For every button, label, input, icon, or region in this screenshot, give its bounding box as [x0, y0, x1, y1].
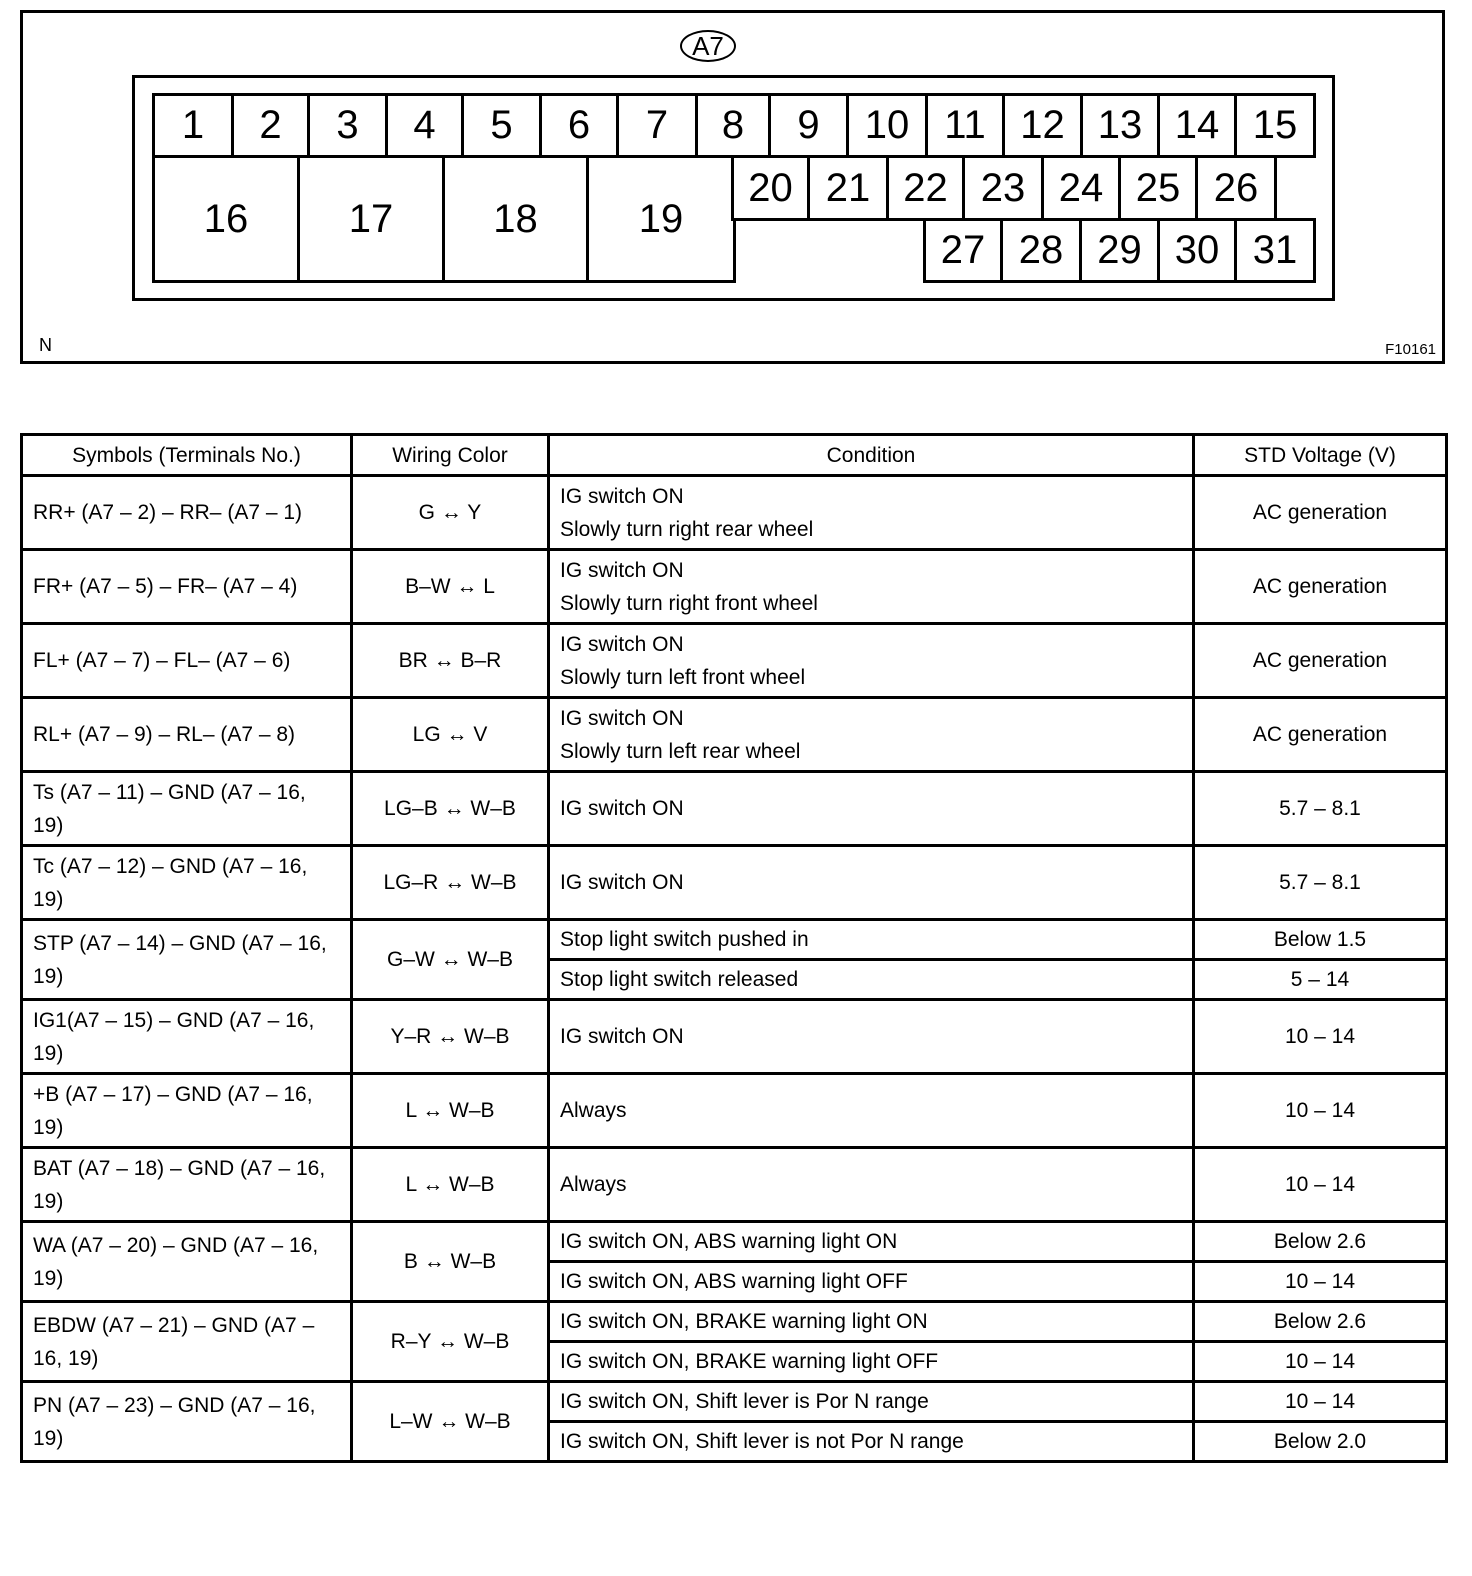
- pin-7: 7: [616, 93, 698, 158]
- pin-18: 18: [442, 155, 589, 283]
- table-row: [22, 1148, 1447, 1222]
- table-body: [22, 476, 1447, 1462]
- symbol-cell: +B (A7 – 17) – GND (A7 – 16, 19): [22, 1074, 352, 1148]
- pin-12: 12: [1002, 93, 1083, 158]
- wiring-color-cell: LG ↔ V: [352, 698, 549, 772]
- condition-line: IG switch ON: [560, 871, 684, 894]
- wiring-color-cell: Y–R ↔ W–B: [352, 1000, 549, 1074]
- pin-28: 28: [1000, 218, 1082, 283]
- symbol-cell: PN (A7 – 23) – GND (A7 – 16, 19): [22, 1382, 352, 1462]
- symbol-cell: IG1(A7 – 15) – GND (A7 – 16, 19): [22, 1000, 352, 1074]
- std-voltage-cell: 10 – 14: [1194, 1262, 1447, 1302]
- pin-29: 29: [1079, 218, 1160, 283]
- symbol-cell: EBDW (A7 – 21) – GND (A7 – 16, 19): [22, 1302, 352, 1382]
- connector-label: A7: [680, 30, 736, 62]
- pin-5: 5: [461, 93, 542, 158]
- condition-line: IG switch ON: [560, 706, 684, 730]
- condition-line: IG switch ON: [560, 484, 684, 508]
- condition-line: Slowly turn right rear wheel: [560, 517, 814, 541]
- pin-17: 17: [297, 155, 445, 283]
- pin-24: 24: [1041, 155, 1121, 221]
- table-row: [22, 1074, 1447, 1148]
- condition-line: Slowly turn left front wheel: [560, 665, 806, 689]
- std-voltage-cell: 10 – 14: [1194, 1342, 1447, 1382]
- pin-6: 6: [539, 93, 619, 158]
- pin-1: 1: [152, 93, 234, 158]
- table-row: [22, 1382, 1447, 1422]
- pin-23: 23: [962, 155, 1044, 221]
- symbol-cell: FL+ (A7 – 7) – FL– (A7 – 6): [22, 624, 352, 698]
- table-row: [22, 1222, 1447, 1262]
- condition-cell: [549, 1000, 1194, 1074]
- pin-13: 13: [1080, 93, 1160, 158]
- symbol-cell: WA (A7 – 20) – GND (A7 – 16, 19): [22, 1222, 352, 1302]
- pin-4: 4: [385, 93, 464, 158]
- condition-cell: [549, 846, 1194, 920]
- condition-line: Always: [560, 1099, 627, 1122]
- table-row: [22, 476, 1447, 550]
- condition-line: IG switch ON: [560, 632, 684, 656]
- symbol-cell: BAT (A7 – 18) – GND (A7 – 16, 19): [22, 1148, 352, 1222]
- condition-cell: [549, 1148, 1194, 1222]
- symbol-cell: RL+ (A7 – 9) – RL– (A7 – 8): [22, 698, 352, 772]
- condition-cell: [549, 772, 1194, 846]
- table-header-row: [22, 435, 1447, 476]
- condition-cell: IG switch ON, ABS warning light ON: [549, 1222, 1194, 1262]
- table-row: [22, 698, 1447, 772]
- table-row: [22, 920, 1447, 960]
- pin-15: 15: [1234, 93, 1316, 158]
- condition-cell: Stop light switch released: [549, 960, 1194, 1000]
- std-voltage-cell: 5.7 – 8.1: [1194, 772, 1447, 846]
- pin-19: 19: [586, 155, 736, 283]
- pin-26: 26: [1195, 155, 1277, 221]
- header-std-voltage: STD Voltage (V): [1194, 435, 1447, 476]
- pin-10: 10: [846, 93, 928, 158]
- std-voltage-cell: Below 2.6: [1194, 1222, 1447, 1262]
- symbol-cell: Ts (A7 – 11) – GND (A7 – 16, 19): [22, 772, 352, 846]
- std-voltage-cell: 10 – 14: [1194, 1074, 1447, 1148]
- wiring-color-cell: B–W ↔ L: [352, 550, 549, 624]
- std-voltage-cell: AC generation: [1194, 698, 1447, 772]
- condition-cell: [549, 550, 1194, 624]
- condition-cell: IG switch ON, Shift lever is not Por N range: [549, 1422, 1194, 1462]
- wiring-color-cell: R–Y ↔ W–B: [352, 1302, 549, 1382]
- pin-8: 8: [695, 93, 771, 158]
- std-voltage-cell: 10 – 14: [1194, 1148, 1447, 1222]
- symbol-cell: STP (A7 – 14) – GND (A7 – 16, 19): [22, 920, 352, 1000]
- condition-cell: IG switch ON, ABS warning light OFF: [549, 1262, 1194, 1302]
- pin-11: 11: [925, 93, 1005, 158]
- std-voltage-cell: AC generation: [1194, 476, 1447, 550]
- wiring-color-cell: B ↔ W–B: [352, 1222, 549, 1302]
- condition-cell: IG switch ON, Shift lever is Por N range: [549, 1382, 1194, 1422]
- header-wiring-color: Wiring Color: [352, 435, 549, 476]
- std-voltage-cell: Below 1.5: [1194, 920, 1447, 960]
- condition-cell: [549, 698, 1194, 772]
- condition-cell: IG switch ON, BRAKE warning light ON: [549, 1302, 1194, 1342]
- pin-14: 14: [1157, 93, 1237, 158]
- table-row: [22, 550, 1447, 624]
- wiring-color-cell: G ↔ Y: [352, 476, 549, 550]
- std-voltage-cell: 10 – 14: [1194, 1382, 1447, 1422]
- header-symbols: Symbols (Terminals No.): [22, 435, 352, 476]
- condition-line: Always: [560, 1173, 627, 1196]
- condition-line: Slowly turn right front wheel: [560, 591, 818, 615]
- wiring-color-cell: LG–B ↔ W–B: [352, 772, 549, 846]
- std-voltage-cell: Below 2.6: [1194, 1302, 1447, 1342]
- condition-cell: [549, 1074, 1194, 1148]
- pin-16: 16: [152, 155, 300, 283]
- wiring-color-cell: L–W ↔ W–B: [352, 1382, 549, 1462]
- connector-figure: [20, 10, 1445, 364]
- table-row: [22, 772, 1447, 846]
- condition-line: Slowly turn left rear wheel: [560, 739, 801, 763]
- wiring-color-cell: L ↔ W–B: [352, 1148, 549, 1222]
- pin-31: 31: [1234, 218, 1316, 283]
- wiring-color-cell: LG–R ↔ W–B: [352, 846, 549, 920]
- condition-cell: IG switch ON, BRAKE warning light OFF: [549, 1342, 1194, 1382]
- condition-line: IG switch ON: [560, 797, 684, 820]
- figure-note-left: N: [39, 335, 52, 355]
- symbol-cell: Tc (A7 – 12) – GND (A7 – 16, 19): [22, 846, 352, 920]
- pin-2: 2: [231, 93, 310, 158]
- table-row: [22, 846, 1447, 920]
- pin-27: 27: [923, 218, 1003, 283]
- table-row: [22, 1302, 1447, 1342]
- pin-20: 20: [731, 155, 810, 221]
- symbol-cell: RR+ (A7 – 2) – RR– (A7 – 1): [22, 476, 352, 550]
- pin-30: 30: [1157, 218, 1237, 283]
- pin-22: 22: [886, 155, 965, 221]
- pin-25: 25: [1118, 155, 1198, 221]
- std-voltage-cell: 10 – 14: [1194, 1000, 1447, 1074]
- wiring-color-cell: L ↔ W–B: [352, 1074, 549, 1148]
- pin-3: 3: [307, 93, 388, 158]
- terminal-table: [20, 433, 1445, 1463]
- wiring-color-cell: G–W ↔ W–B: [352, 920, 549, 1000]
- header-condition: Condition: [549, 435, 1194, 476]
- condition-line: IG switch ON: [560, 558, 684, 582]
- wiring-color-cell: BR ↔ B–R: [352, 624, 549, 698]
- condition-cell: [549, 476, 1194, 550]
- std-voltage-cell: AC generation: [1194, 550, 1447, 624]
- condition-cell: Stop light switch pushed in: [549, 920, 1194, 960]
- symbol-cell: FR+ (A7 – 5) – FR– (A7 – 4): [22, 550, 352, 624]
- std-voltage-cell: 5 – 14: [1194, 960, 1447, 1000]
- pin-9: 9: [768, 93, 849, 158]
- std-voltage-cell: AC generation: [1194, 624, 1447, 698]
- std-voltage-cell: 5.7 – 8.1: [1194, 846, 1447, 920]
- table-row: [22, 624, 1447, 698]
- figure-code: F10161: [1385, 341, 1436, 358]
- table-row: [22, 1000, 1447, 1074]
- std-voltage-cell: Below 2.0: [1194, 1422, 1447, 1462]
- condition-cell: [549, 624, 1194, 698]
- condition-line: IG switch ON: [560, 1025, 684, 1048]
- pin-21: 21: [807, 155, 889, 221]
